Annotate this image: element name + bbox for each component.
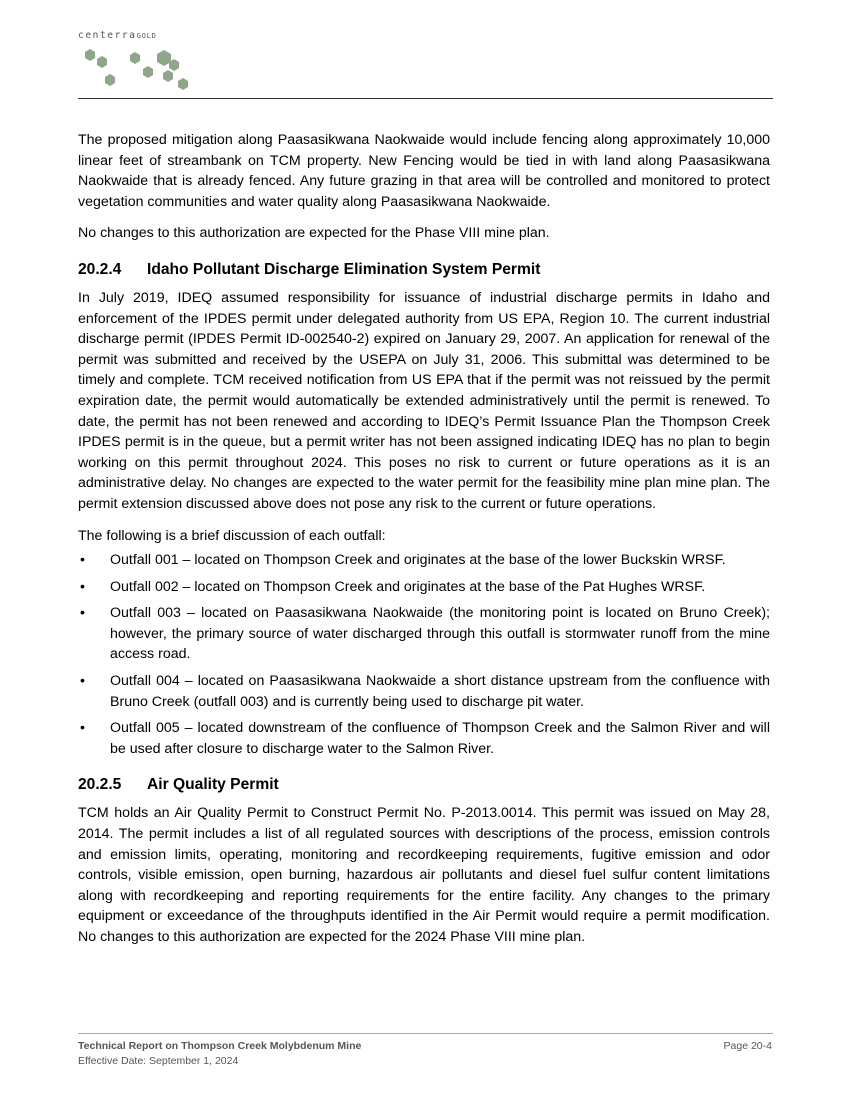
section-title: Idaho Pollutant Discharge Elimination System Permit <box>147 260 541 278</box>
footer-report-title: Technical Report on Thompson Creek Molybdenum Mine <box>78 1040 362 1052</box>
paragraph: The proposed mitigation along Paasasikwana Naokwaide would include fencing along approximately 10,000 linear feet of streambank on TCM property. New Fencing would be tied in with land along Paasasikwana Naokwaide that is already fenced. Any future grazing in that area will be controlled and monitored to protect vegetation communities and water quality along Paasasikwana Naokwaide. <box>78 132 770 210</box>
footer-effective-date: Effective Date: September 1, 2024 <box>78 1055 239 1067</box>
section-number: 20.2.4 <box>78 260 122 278</box>
paragraph: The following is a brief discussion of each outfall: <box>78 527 386 544</box>
company-logo <box>78 30 208 94</box>
page-number: Page 20-4 <box>723 1040 772 1052</box>
hexagon-cluster-icon <box>78 44 198 94</box>
paragraph: No changes to this authorization are expected for the Phase VIII mine plan. <box>78 225 550 242</box>
outfall-list <box>78 550 770 759</box>
list-item: • Outfall 005 – located downstream of the confluence of Thompson Creek and the Salmon River and will be used after closure to discharge water to the Salmon River. <box>80 720 770 757</box>
section-heading <box>78 775 770 795</box>
header-divider <box>78 98 773 99</box>
list-item: • Outfall 001 – located on Thompson Creek and originates at the base of the lower Buckskin WRSF. <box>80 552 726 569</box>
section-heading <box>78 260 770 280</box>
section-number: 20.2.5 <box>78 776 122 794</box>
list-item: • Outfall 004 – located on Paasasikwana Naokwaide a short distance upstream from the confluence with Bruno Creek (outfall 003) and is currently being used to discharge pit water. <box>80 673 770 710</box>
list-item: • Outfall 002 – located on Thompson Creek and originates at the base of the Pat Hughes WRSF. <box>80 578 706 595</box>
paragraph: TCM holds an Air Quality Permit to Construct Permit No. P-2013.0014. This permit was issued on May 28, 2014. The permit includes a list of all regulated sources with descriptions of the process, emission controls and emission limits, operating, monitoring and recordkeeping requirements, fugitive emission and odor controls, visible emission, open burning, hazardous air pollutants and diesel fuel sulfur content limitations along with recordkeeping and reporting requirements for the entire facility. Any changes to the primary equipment or exceedance of the throughputs identified in the Air Permit would require a permit modification. No changes to this authorization are expected for the 2024 Phase VIII mine plan. <box>78 805 770 945</box>
section-title: Air Quality Permit <box>147 776 279 794</box>
logo-wordmark: centerraGOLD <box>78 30 157 41</box>
list-item: • Outfall 003 – located on Paasasikwana Naokwaide (the monitoring point is located on Bruno Creek); however, the primary source of water discharged through this outfall is stormwater runoff from the mine access road. <box>80 605 770 663</box>
paragraph: In July 2019, IDEQ assumed responsibility for issuance of industrial discharge permits in Idaho and enforcement of the IPDES permit under delegated authority from US EPA, Region 10. The current industrial discharge permit (IPDES Permit ID-002540-2) expired on January 29, 2007. An application for renewal of the permit was submitted and received by the USEPA on July 31, 2006. This submittal was determined to be timely and complete. TCM received notification from US EPA that if the permit was not reissued by the permit expiration date, the permit would automatically be extended administratively until the permit is renewed. To date, the permit has not been renewed and according to IDEQ’s Permit Issuance Plan the Thompson Creek IPDES permit is in the queue, but a permit writer has not been assigned indicating IDEQ has no plan to begin working on this permit throughout 2024. This poses no risk to current or future operations as it is an administrative delay. No changes are expected to the water permit for the feasibility mine plan mine plan. The permit extension discussed above does not pose any risk to the current or future operations. <box>78 289 770 512</box>
footer-divider <box>78 1033 773 1034</box>
document-body <box>78 130 770 959</box>
